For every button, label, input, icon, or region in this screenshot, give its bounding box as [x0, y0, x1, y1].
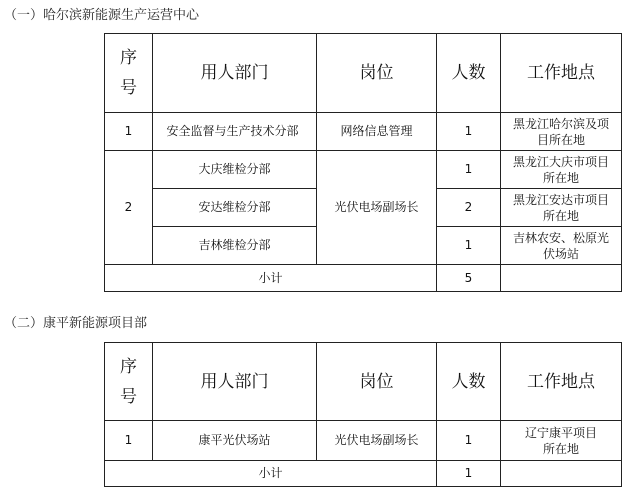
header-no: 序号 [105, 343, 153, 421]
subtotal-label: 小计 [105, 265, 437, 292]
header-dept: 用人部门 [153, 343, 317, 421]
row-count: 2 [437, 189, 501, 227]
header-location: 工作地点 [501, 343, 622, 421]
row-count: 1 [437, 421, 501, 461]
table-row [105, 113, 622, 151]
row-dept: 安达维检分部 [153, 189, 317, 227]
subtotal-empty [501, 265, 622, 292]
row-location: 吉林农安、松原光伏场站 [501, 227, 622, 265]
recruitment-table-1 [104, 33, 622, 292]
row-no: 1 [105, 421, 153, 461]
row-no: 2 [105, 151, 153, 265]
row-location: 黑龙江哈尔滨及项目所在地 [501, 113, 622, 151]
subtotal-count: 5 [437, 265, 501, 292]
row-dept: 康平光伏场站 [153, 421, 317, 461]
subtotal-row [105, 461, 622, 487]
row-location: 辽宁康平项目所在地 [501, 421, 622, 461]
row-dept: 安全监督与生产技术分部 [153, 113, 317, 151]
subtotal-count: 1 [437, 461, 501, 487]
section-2-title: （二）康平新能源项目部 [4, 316, 148, 331]
section-1-title: （一）哈尔滨新能源生产运营中心 [4, 8, 200, 23]
recruitment-table-2 [104, 342, 622, 487]
row-count: 1 [437, 227, 501, 265]
row-count: 1 [437, 151, 501, 189]
row-post: 光伏电场副场长 [317, 421, 437, 461]
row-dept: 吉林维检分部 [153, 227, 317, 265]
header-dept: 用人部门 [153, 34, 317, 113]
table-header-row [105, 34, 622, 113]
row-post: 光伏电场副场长 [317, 151, 437, 265]
subtotal-row [105, 265, 622, 292]
subtotal-empty [501, 461, 622, 487]
header-count: 人数 [437, 34, 501, 113]
row-count: 1 [437, 113, 501, 151]
row-dept: 大庆维检分部 [153, 151, 317, 189]
table-row [105, 421, 622, 461]
row-location: 黑龙江大庆市项目所在地 [501, 151, 622, 189]
header-post: 岗位 [317, 34, 437, 113]
header-count: 人数 [437, 343, 501, 421]
row-location: 黑龙江安达市项目所在地 [501, 189, 622, 227]
header-no: 序号 [105, 34, 153, 113]
table-header-row [105, 343, 622, 421]
header-post: 岗位 [317, 343, 437, 421]
row-post: 网络信息管理 [317, 113, 437, 151]
row-no: 1 [105, 113, 153, 151]
header-location: 工作地点 [501, 34, 622, 113]
table-row [105, 151, 622, 189]
subtotal-label: 小计 [105, 461, 437, 487]
